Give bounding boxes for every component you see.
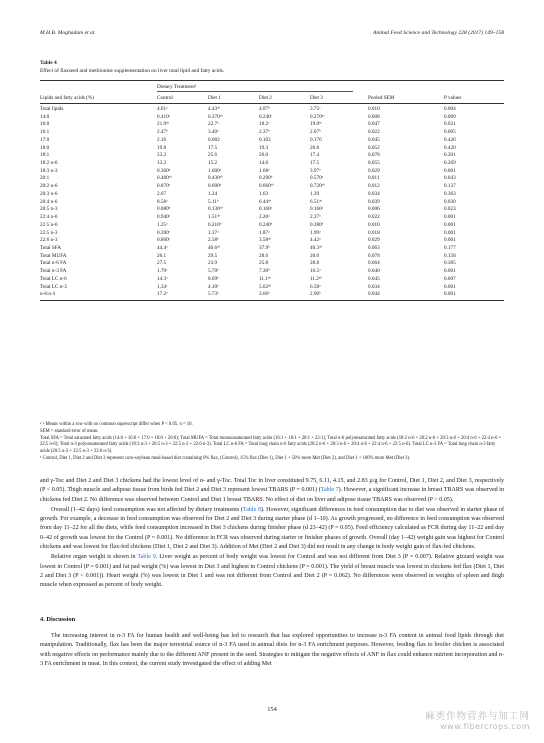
table-bottom-rule [40,300,504,301]
table-row [40,191,504,199]
table-row [40,175,504,183]
cell-diet1: 1.51ᵃᵇ [208,214,221,221]
col-header-control: Control [157,95,173,101]
col-header-sem: Pooled SEM [368,95,395,101]
cell-diet3: 20.8 [310,144,320,151]
cell-lipid: 18:0 [40,144,50,151]
cell-pvalue: 0.030 [444,198,456,205]
cell-sem: 0.010 [368,221,380,228]
cell-pvalue: 0.426 [444,136,456,143]
cell-control: 0.480ᵃᵇ [157,175,172,182]
cell-control: 1.70ᶜ [157,268,168,275]
cell-lipid: Total n-3 FA [40,268,67,275]
col-header-pvalue: P values [444,95,462,101]
cell-pvalue: 0.001 [444,221,456,228]
cell-diet3: 6.51ᵃᵇ [310,198,323,205]
p2-text-a: Overall (1–42 days) feed consumption was not affected by dietary treatments ( [51,506,243,513]
cell-diet3: 2.37ᵃ [310,214,321,221]
paragraph-discussion: The increasing interest in n-3 FA for human health and well-being has led to research that has explored opportunities to increase n-3 FA content in animal food lipids through diet manipulation. Traditionally, flax has been the major terrestrial source of n-3 FA used in animal diets for n-3 FA enrichment purposes. However, feeding flax to broiler chicken is associated with negative effects on performance mainly due to the different ANF present in the seed. Strategies to mitigate the negative effects of ANF in flax could enhance nutrient incorporation and n-3 FA enrichment in meat. In this context, the current study investigated the effect of adding Met [40,633,504,667]
footnote-sem: SEM = standard error of mean. [40,428,99,434]
cell-diet2: 0.290ᵇ [259,175,273,182]
cell-control: 26.1 [157,252,167,259]
cell-diet3: 0.160ᵃ [310,206,324,213]
cell-pvalue: 0.004 [444,106,456,112]
cell-sem: 0.064 [368,260,380,267]
cell-diet2: 18.2ᶜ [259,121,270,128]
cell-lipid: n-6:n-3 [40,291,56,298]
section-heading-discussion: 4. Discussion [40,616,76,623]
table-title: Effect of flaxseed and methionine supplementation on liver total lipid and fatty acids. [40,67,225,74]
running-head-authors: M.H.B. Moghadam et al. [40,30,96,36]
cell-diet2: 3.66ᵇ [259,291,270,298]
group-header-rule [157,91,353,92]
cell-diet1: 0.210ᵇ [208,221,222,228]
cell-control: 2.67 [157,190,167,197]
cell-lipid: Total LC n-3 [40,283,67,290]
footnote-abbreviations: Total SFA = Total saturated fatty acids (14:0 + 16:0 + 17:0 + 18:0 + 20:0); Total MUFA = Total monounsaturated fatty acids (16:1 + 18:1 + 20:1 + 22:1); Total n-6 polyunsaturated fatty acids (18:2 n-6 + 20:2 n-6 + 20:3 n-6 + 20:4 n-6 + 22:4 n-6 + 22:5 n-6); Total n-3 polyunsaturated fatty acids (18:3 n-3 + 20:5 n-3 + 22:5 n-3 + 22:6 n-3). Total LC n-6 FA = Total long chain n-6 fatty acids (20:2 n-6 + 20:3 n-6 + 20:4 n-6 + 22:4 n-6 + 22:5 n-6). Total LC n-3 FA = Total long chain n-3 fatty acids (20:5 n-3 + 22:5 n-3 + 22:6 n-3). [40,435,502,455]
cell-lipid: 22:5 n-3 [40,229,58,236]
cell-sem: 0.029 [368,167,380,174]
cell-control: 4.61ᵃ [157,106,168,112]
table-row [40,291,504,299]
footnote-superscripts: ᵃ˒ᵇ Means within a row with no common superscript differ when P < 0.05. n = 10. [40,422,193,427]
fatty-acid-table [40,80,504,301]
cell-diet2: 0.160ᵃ [259,206,273,213]
cell-control: 27.5 [157,260,167,267]
table-row [40,260,504,268]
table-row [40,114,504,122]
cell-lipid: Total MUFA [40,252,67,259]
cell-diet3: 0.570ᵃ [310,175,324,182]
cell-control: 8.58ᵃ [157,198,168,205]
cell-diet1: 0.600ᵇ [208,183,222,190]
cell-lipid: 18:2 n-6 [40,160,58,167]
table-row [40,222,504,230]
cell-diet1: 5.11ᵇ [208,198,219,205]
col-header-diet3: Diet 3 [310,95,323,101]
page-number: 154 [267,706,277,713]
cell-lipid: 22:4 n-6 [40,214,58,221]
results-text [40,477,504,592]
table-label: Table 4 [40,60,57,66]
cell-diet1: 22.7ᵃ [208,121,219,128]
cell-sem: 0.078 [368,252,380,259]
cell-lipid: 17:0 [40,136,50,143]
cell-sem: 0.012 [368,183,380,190]
table-row [40,145,504,153]
cell-sem: 0.045 [368,136,380,143]
running-head [40,30,504,36]
cell-pvalue: 0.001 [444,268,456,275]
cell-diet2: 25.8 [259,260,269,267]
table-row [40,121,504,129]
cell-sem: 0.039 [368,198,380,205]
cell-diet3: 0.720ᵃᵇ [310,183,325,190]
cell-diet3: 40.3ᵃᵇ [310,244,323,251]
cell-sem: 0.029 [368,237,380,244]
cell-diet3: 17.4 [310,152,320,159]
cell-diet3: 17.5 [310,160,320,167]
cell-control: 0.080ᵇ [157,206,171,213]
cell-lipid: 20:3 n-6 [40,190,58,197]
cell-diet3: 4.42ᵃ [310,237,321,244]
cell-diet2: 0.102 [259,136,271,143]
cell-pvalue: 0.363 [444,190,456,197]
cell-pvalue: 0.043 [444,175,456,182]
cell-control: 1.34ᶜ [157,283,168,290]
cell-control: 0.940ᵃ [157,214,171,221]
cell-diet2: 0.240ᶜ [259,113,272,120]
cell-lipid: Total lipids [40,106,64,112]
cell-diet2: 5.62ᵃᵇ [259,283,272,290]
cell-control: 2.47ᵇ [157,129,168,136]
cell-sem: 0.010 [368,106,380,112]
cell-diet1: 0.430ᵃᵇ [208,175,223,182]
cell-pvalue: 0.001 [444,291,456,298]
cell-control: 0.390ᶜ [157,229,170,236]
watermark-url: www.fibercrops.com [440,722,530,731]
cell-diet2: 1.87ᵃ [259,229,270,236]
cell-diet2: 2.20ᵃ [259,214,270,221]
cell-pvalue: 0.009 [444,113,456,120]
cell-diet3: 3.75ᶜ [310,106,321,112]
cell-diet3: 6.58ᵃ [310,283,321,290]
table-row [40,129,504,137]
table-row [40,237,504,245]
cell-pvalue: 0.201 [444,152,456,159]
cell-lipid: 20:5 n-3 [40,206,58,213]
cell-diet1: 5.70ᵇ [208,268,219,275]
table-caption [40,60,504,75]
cell-lipid: 22:6 n-3 [40,237,58,244]
table-row [40,160,504,168]
cell-sem: 0.063 [368,244,380,251]
cell-diet1: 8.69ᵇ [208,275,219,282]
cell-lipid: 14:0 [40,113,50,120]
cell-diet1: 1.600ᵃ [208,167,222,174]
cell-sem: 0.022 [368,214,380,221]
cell-diet2: 6.44ᵃᵇ [259,198,272,205]
p3-text-a: Relative organ weight is shown in [51,554,138,561]
cell-control: 21.9ᵃᵇ [157,121,170,128]
cell-lipid: 20:4 n-6 [40,198,58,205]
table-row [40,206,504,214]
cell-diet2: 28.6 [259,252,269,259]
cell-sem: 0.034 [368,283,380,290]
cell-sem: 0.040 [368,268,380,275]
table-9-link[interactable]: Table 9 [137,554,156,561]
cell-control: 13.2 [157,160,167,167]
cell-diet1: 4.10ᵇ [208,283,219,290]
cell-sem: 0.047 [368,121,380,128]
table-row [40,152,504,160]
cell-diet3: 19.0ᵇᶜ [310,121,323,128]
cell-lipid: 18:1 [40,152,50,159]
table-row [40,106,504,114]
paragraph-toc-tbars [40,477,504,505]
table-7-link[interactable]: Table 7 [320,487,339,494]
cell-sem: 0.052 [368,144,380,151]
table-group-header [40,81,504,92]
cell-diet1: 0.082 [208,136,220,143]
col-header-diet1: Diet 1 [208,95,221,101]
discussion-text [40,632,504,669]
cell-diet3: 2.90ᵇ [310,291,321,298]
table-footnotes [40,422,504,463]
cell-diet2: 0.660ᵃᵇ [259,183,274,190]
cell-diet1: 5.73ᵇ [208,291,219,298]
cell-control: 0.870ᵃ [157,183,171,190]
cell-diet3: 0.280ᵇ [310,221,324,228]
cell-sem: 0.018 [368,229,380,236]
cell-diet2: 14.6 [259,160,269,167]
table-row [40,183,504,191]
cell-sem: 0.078 [368,152,380,159]
paragraph-feed-consumption [40,506,504,552]
cell-pvalue: 0.420 [444,144,456,151]
cell-pvalue: 0.001 [444,283,456,290]
cell-control: 17.2ᵃ [157,291,168,298]
cell-pvalue: 0.385 [444,260,456,267]
cell-diet1: 17.5 [208,144,218,151]
table-row [40,253,504,261]
cell-pvalue: 0.023 [444,206,456,213]
cell-control: 1.25ᵃ [157,221,168,228]
cell-diet2: 0.240ᵇ [259,221,273,228]
p3-text-b: . Liver weight as percent of body weight was lowest for Control and was not different from Diet 3 (P = 0.007). Relative gizzard weight was lowest in Control (P = 0.001) and fat pad weight (%) was lowest in Diet 3 and highest in Control chickens (P = 0.001). The yield of breast muscle was lowest in chickens fed flax (Diet 1, Diet 2 and Diet 3 (P < 0.001)). Heart weight (%) was lowest in Diet 1 and was not different from Control and Diet 2 (P = 0.062). No differences were observed in weights of spleen and thigh muscle when expressed as percent of body weight. [40,554,504,589]
cell-diet1: 40.6ᵃᵇ [208,244,221,251]
running-head-journal: Animal Feed Science and Technology 228 (2017) 149–158 [372,30,504,36]
cell-pvalue: 0.005 [444,129,456,136]
footnote-diets: ¹ Control, Diet 1, Diet 2 and Diet 3 represent corn-soybean meal-based diet containing 0% flax, (Control), 15% flax (Diet 1), Diet 1 + 50% more Met (Diet 2), and Diet 1 + 100% more Met (Diet 3). [40,455,411,461]
table-row [40,268,504,276]
col-header-lipids: Lipids and fatty acids (%) [40,95,94,101]
table-row [40,284,504,292]
cell-pvalue: 0.177 [444,244,456,251]
p1-text-a: and γ-Toc and Diet 2 and Diet 3 chickens had the lowest level of α- and γ-Toc. Total Toc in liver constituted 9.75, 6.11, 4.15, and 2.83 µ/g for Control, Diet 1, Diet 2, and Diet 3, respectively (P < 0.05). Thigh muscle and adipose tissue from birds fed Diet 2 and Diet 3 represent lowest TBARS (P = 0.001) ( [40,478,504,494]
cell-diet1: 2.58ᵇ [208,237,219,244]
table-row [40,230,504,238]
cell-control: 44.4ᵃ [157,244,168,251]
site-watermark [425,708,530,731]
cell-diet1: 29.5 [208,252,218,259]
cell-pvalue: 0.001 [444,167,456,174]
dietary-treatment-header: Dietary Treatment¹ [157,84,197,90]
cell-control: 0.860ᶜ [157,237,170,244]
cell-control: 19.8 [157,144,167,151]
cell-diet2: 3.58ᵃᵇ [259,237,272,244]
cell-sem: 0.006 [368,206,380,213]
cell-lipid: 18:3 n-3 [40,167,58,174]
cell-control: 14.3ᵃ [157,275,168,282]
cell-sem: 0.008 [368,113,380,120]
table-row [40,137,504,145]
cell-diet2: 1.63 [259,190,269,197]
cell-diet1: 23.9 [208,260,218,267]
table-row [40,168,504,176]
cell-diet3: 10.5ᵃ [310,268,321,275]
cell-sem: 0.045 [368,275,380,282]
cell-diet2: 1.68ᵃ [259,167,270,174]
cell-lipid: Total LC n-6 [40,275,67,282]
cell-sem: 0.022 [368,129,380,136]
cell-diet1: 15.2 [208,160,218,167]
table-row [40,245,504,253]
table-header-row [40,93,504,103]
cell-pvalue: 0.001 [444,237,456,244]
cell-diet3: 1.99ᵃ [310,229,321,236]
p1-text-b: ). However, a significant increase in breast TBARS was observed in chickens fed Diet 2. No difference was observed between Control and Diet 1 breast TBARS. No effect of diet on liver and adipose tissue TBARS was observed (P > 0.05). [40,487,504,503]
cell-diet2: 11.1ᵃᵇ [259,275,271,282]
cell-control: 0.410ᵃ [157,113,171,120]
cell-pvalue: 0.137 [444,183,456,190]
cell-diet3: 28.8 [310,260,320,267]
cell-sem: 0.034 [368,190,380,197]
table-row [40,199,504,207]
cell-control: 23.2 [157,152,167,159]
paragraph-organ-weight [40,553,504,590]
table-row [40,276,504,284]
cell-diet2: 37.9ᵇ [259,244,270,251]
cell-lipid: Total SFA [40,244,62,251]
table-row [40,214,504,222]
cell-diet3: 2.07ᵇ [310,129,321,136]
cell-diet1: 0.370ᵃᵇ [208,113,223,120]
cell-diet2: 7.30ᵇ [259,268,270,275]
cell-diet1: 4.43ᵃᵇ [208,106,221,112]
cell-control: 2.16 [157,136,167,143]
cell-diet3: 0.270ᵇᶜ [310,113,325,120]
cell-diet2: 19.3 [259,144,269,151]
cell-diet3: 1.39 [310,190,320,197]
cell-diet3: 0.176 [310,136,322,143]
table-body [40,104,504,300]
cell-control: 0.360ᵇ [157,167,171,174]
cell-diet1: 1.37ᵃ [208,229,219,236]
cell-pvalue: 0.158 [444,252,456,259]
cell-pvalue: 0.007 [444,275,456,282]
cell-lipid: 16:0 [40,121,50,128]
cell-diet1: 25.6 [208,152,218,159]
cell-sem: 0.055 [368,160,380,167]
col-header-diet2: Diet 2 [259,95,272,101]
cell-lipid: 20:1 [40,175,50,182]
cell-lipid: Total n-6 FA [40,260,67,267]
cell-diet1: 1.24 [208,190,218,197]
cell-lipid: 16:1 [40,129,50,136]
watermark-chinese: 麻类作物营养与加工网 [424,711,530,722]
cell-diet2: 26.0 [259,152,269,159]
table-8-link[interactable]: Table 8 [242,506,261,513]
cell-lipid: 20:2 n-6 [40,183,58,190]
p2-text-b: ). However, significant differences in feed consumption due to diet was observed in starter phase of growth. For example, a decrease in feed consumption was observed for Diet 2 and Diet 3 during starter phase (d 1–10). As growth progressed, no difference in feed consumption was observed from day 11–22 for all the diets, while feed consumption increased in Diet 3 chickens during finisher phase (d 23–42) (P = 0.05). Feed efficiency calculated as FCR during day 11–22 and day 0–42 of growth was lowest for the Control (P = 0.001). No difference in FCR was observed during starter or finisher phases of growth. Overall (day 1–42) weight gain was highest for Control chickens and was lowest for flax-fed chickens (Diet 1, Diet 2 and Diet 3). Addition of Met (Diet 2 and Diet 3) did not result in any change in body weight gain of flax-fed chickens. [40,506,504,551]
cell-sem: 0.044 [368,291,380,298]
cell-pvalue: 0.021 [444,121,456,128]
cell-pvalue: 0.269 [444,160,456,167]
cell-lipid: 22:5 n-6 [40,221,58,228]
cell-pvalue: 0.001 [444,214,456,221]
cell-diet3: 3.97ᵃ [310,167,321,174]
cell-diet1: 3.40ᵃ [208,129,219,136]
cell-diet2: 2.37ᵇ [259,129,270,136]
cell-pvalue: 0.001 [444,229,456,236]
cell-diet3: 20.0 [310,252,320,259]
cell-sem: 0.011 [368,175,380,182]
cell-diet1: 0.130ᵃᵇ [208,206,223,213]
cell-diet3: 11.2ᵃᵇ [310,275,322,282]
cell-diet2: 4.07ᵇ [259,106,270,112]
